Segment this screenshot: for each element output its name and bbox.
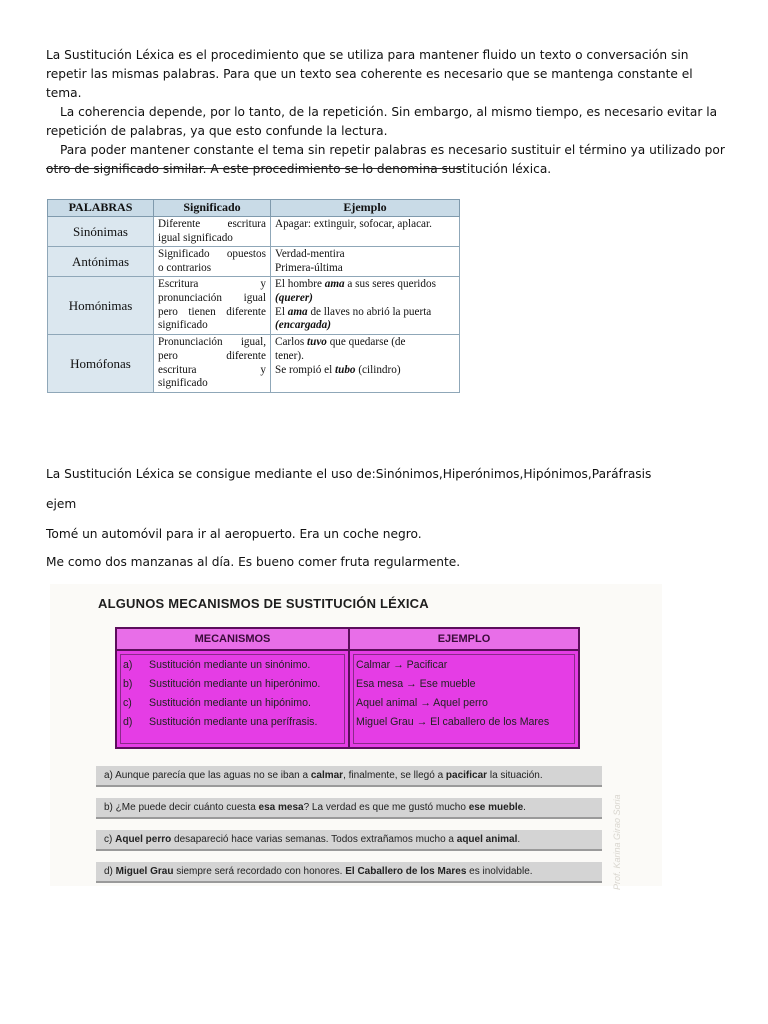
- header-mecanismos: MECANISMOS: [117, 629, 348, 651]
- emphasis-word: tuvo: [307, 336, 327, 349]
- example-bar-a: a) Aunque parecía que las aguas no se iban a calmar, finalmente, se llegó a pacificar la situación.: [96, 766, 602, 787]
- cell-border: [353, 654, 575, 744]
- cell-border: [120, 654, 345, 744]
- section2-line-4: Me como dos manzanas al día. Es bueno comer fruta regularmente.: [46, 555, 461, 569]
- meaning-cell: Pronunciación igual, pero diferente escritura y significado: [154, 335, 271, 393]
- mechanism-example: Calmar → Pacificar: [356, 659, 448, 671]
- section2-line-2: ejem: [46, 497, 77, 511]
- intro-paragraph-2: La coherencia depende, por lo tanto, de la repetición. Sin embargo, al mismo tiempo, es necesario evitar la repetición de palabras, ya que esto confunde la lectura.: [46, 105, 718, 138]
- intro-paragraph-1: La Sustitución Léxica es el procedimiento que se utiliza para mantener fluido un texto o conversación sin repetir las mismas palabras. Para que un texto sea coherente es necesario que se mantenga constante el tema.: [46, 48, 693, 100]
- header-ejemplo: Ejemplo: [271, 200, 460, 217]
- mechanisms-table: [115, 627, 580, 749]
- emphasis-word: ama: [324, 278, 345, 291]
- mechanisms-title: ALGUNOS MECANISMOS DE SUSTITUCIÓN LÉXICA: [98, 596, 429, 611]
- term-homonimas: Homónimas: [48, 277, 154, 335]
- table-header-row: [48, 200, 460, 217]
- emphasis-word: tubo: [334, 363, 356, 376]
- mechanism-row: b) Sustitución mediante un hiperónimo.: [123, 678, 321, 690]
- mechanism-example: Aquel animal → Aquel perro: [356, 697, 488, 709]
- horizontal-rule: [46, 168, 464, 169]
- header-significado: Significado: [154, 200, 271, 217]
- examples-column: [350, 629, 578, 747]
- table-row: [48, 277, 460, 335]
- term-sinonimas: Sinónimas: [48, 217, 154, 247]
- example-bar-b: b) ¿Me puede decir cuánto cuesta esa mesa? La verdad es que me gustó mucho ese mueble.: [96, 798, 602, 819]
- example-cell: Carlos tuvo que quedarse (de tener). Se rompió el tubo (cilindro): [271, 335, 460, 393]
- mechanism-row: a) Sustitución mediante un sinónimo.: [123, 659, 311, 671]
- mechanism-example: Esa mesa → Ese mueble: [356, 678, 476, 690]
- author-watermark: Prof. Karina Girao Soria: [612, 794, 622, 890]
- meaning-cell: Escritura y pronunciación igual pero tienen diferente significado: [154, 277, 271, 335]
- intro-paragraph-3: Para poder mantener constante el tema sin repetir palabras es necesario sustituir el término ya utilizado por otro de significado similar. A este procedimiento se lo denomina sustitución léxica.: [46, 143, 725, 176]
- example-cell: Verdad-mentira Primera-última: [271, 247, 460, 277]
- mechanism-row: c) Sustitución mediante un hipónimo.: [123, 697, 311, 709]
- mechanisms-column: [117, 629, 350, 747]
- table-row: [48, 217, 460, 247]
- header-ejemplo-mech: EJEMPLO: [350, 629, 578, 651]
- example-bar-d: d) Miguel Grau siempre será recordado con honores. El Caballero de los Mares es inolvidable.: [96, 862, 602, 883]
- mechanism-row: d) Sustitución mediante una perífrasis.: [123, 716, 318, 728]
- term-antonimas: Antónimas: [48, 247, 154, 277]
- header-palabras: PALABRAS: [48, 200, 154, 217]
- emphasis-word: ama: [287, 305, 308, 318]
- meaning-cell: Diferente escritura igual significado: [154, 217, 271, 247]
- term-homofonas: Homófonas: [48, 335, 154, 393]
- section2-line-1: La Sustitución Léxica se consigue mediante el uso de:Sinónimos,Hiperónimos,Hipónimos,Paráfrasis: [46, 467, 652, 481]
- table-row: [48, 247, 460, 277]
- intro-text: [46, 46, 726, 179]
- example-cell: Apagar: extinguir, sofocar, aplacar.: [271, 217, 460, 247]
- example-bar-c: c) Aquel perro desapareció hace varias semanas. Todos extrañamos mucho a aquel animal.: [96, 830, 602, 851]
- meaning-cell: Significado opuestos o contrarios: [154, 247, 271, 277]
- word-types-table: [47, 199, 460, 393]
- table-row: [48, 335, 460, 393]
- section2-line-3: Tomé un automóvil para ir al aeropuerto. Era un coche negro.: [46, 527, 422, 541]
- mechanism-example: Miguel Grau → El caballero de los Mares: [356, 716, 550, 728]
- example-cell: El hombre ama a sus seres queridos (querer) El ama de llaves no abrió la puerta (encargada): [271, 277, 460, 335]
